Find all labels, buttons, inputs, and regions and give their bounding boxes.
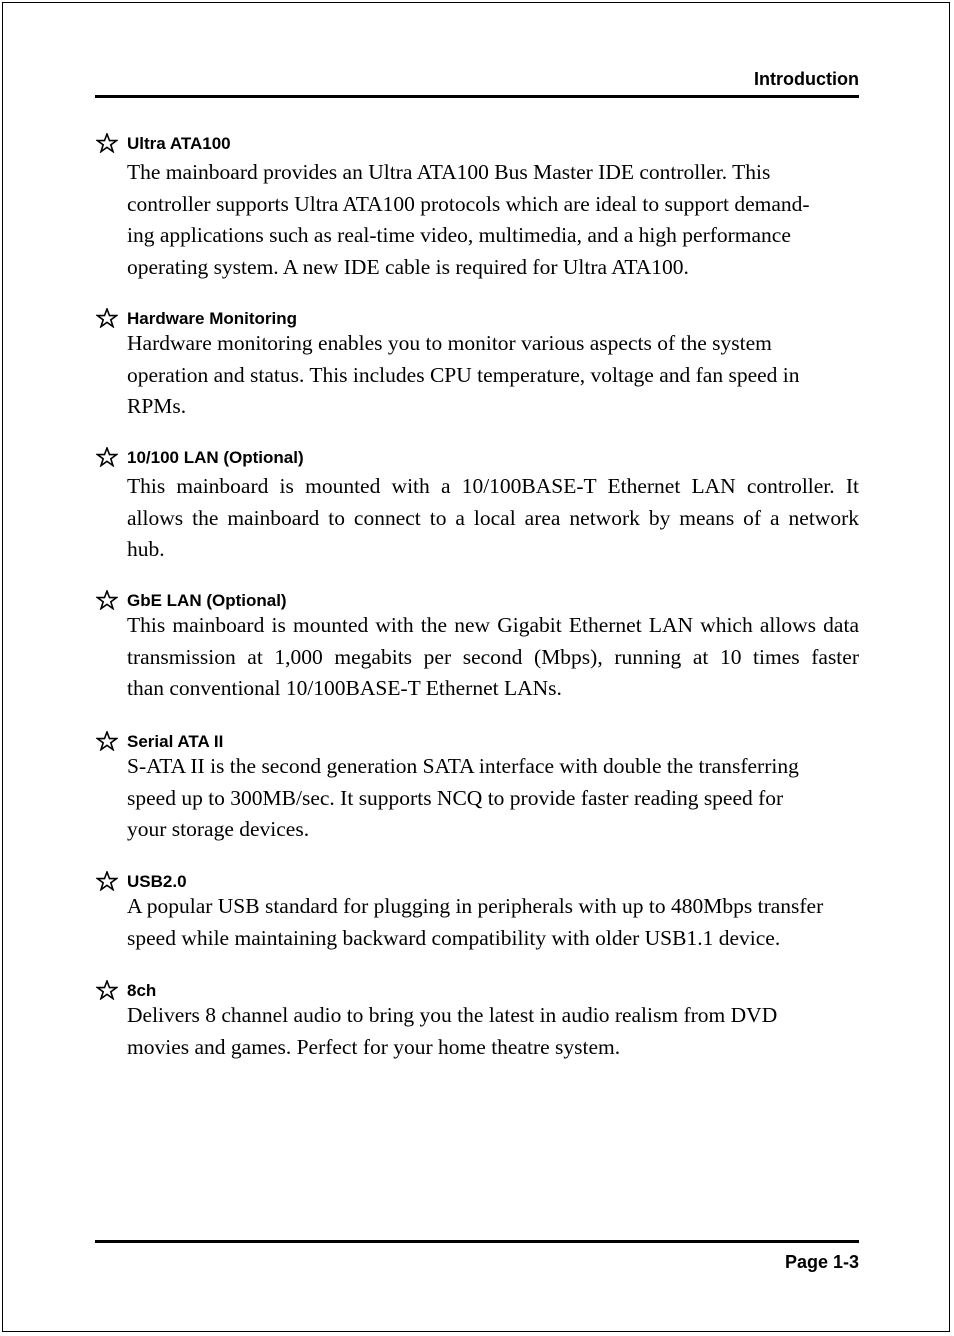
body-line: your storage devices. [127, 817, 310, 841]
header-rule [95, 95, 859, 98]
star-bullet-icon [96, 133, 118, 153]
section-body [127, 328, 859, 423]
feature-serial-ata-ii [96, 731, 860, 846]
body-line: movies and games. Perfect for your home theatre system. [127, 1034, 621, 1059]
star-bullet-icon [96, 980, 118, 1000]
section-body [127, 610, 859, 705]
section-title: Serial ATA II [127, 732, 224, 751]
section-title: 8ch [127, 981, 157, 1000]
section-title: Hardware Monitoring [127, 309, 298, 328]
body-line: Hardware monitoring enables you to monitor various aspects of the system [127, 331, 772, 355]
body-line: speed while maintaining backward compatibility with older USB1.1 device. [127, 925, 781, 950]
feature-ultra-ata100 [96, 133, 860, 283]
body-line: operation and status. This includes CPU temperature, voltage and fan speed in [127, 362, 800, 387]
section-title: GbE LAN (Optional) [127, 591, 287, 610]
body-line: operating system. A new IDE cable is required for Ultra ATA100. [127, 254, 689, 279]
section-body [127, 751, 859, 846]
section-body [127, 891, 859, 954]
star-bullet-icon [96, 871, 118, 891]
body-line: RPMs. [127, 394, 187, 418]
body-line: transmission at 1,000 megabits per second (Mbps), running at 10 times faster [127, 644, 859, 669]
body-line: speed up to 300MB/sec. It supports NCQ to provide faster reading speed for [127, 785, 784, 810]
section-title: Ultra ATA100 [127, 134, 231, 153]
feature-gbe-lan [96, 590, 860, 705]
section-body [127, 157, 859, 283]
body-line: A popular USB standard for plugging in peripherals with up to 480Mbps transfer [127, 894, 824, 918]
section-title: USB2.0 [127, 872, 187, 891]
body-line: Delivers 8 channel audio to bring you the latest in audio realism from DVD [127, 1003, 778, 1027]
feature-usb2 [96, 871, 860, 954]
feature-hardware-monitoring [96, 308, 860, 423]
body-line: allows the mainboard to connect to a local area network by means of a network [127, 505, 859, 530]
footer-rule [95, 1240, 859, 1243]
body-line: This mainboard is mounted with a 10/100BASE-T Ethernet LAN controller. It [127, 474, 859, 498]
section-title: 10/100 LAN (Optional) [127, 448, 304, 467]
star-bullet-icon [96, 731, 118, 751]
section-body [127, 471, 859, 566]
page-number: Page 1-3 [784, 1252, 859, 1272]
star-bullet-icon [96, 590, 118, 610]
body-line: S-ATA II is the second generation SATA interface with double the transferring [127, 754, 799, 778]
star-bullet-icon [96, 308, 118, 328]
star-bullet-icon [96, 447, 118, 467]
feature-8ch-audio [96, 980, 860, 1063]
feature-10-100-lan [96, 447, 860, 566]
body-line: than conventional 10/100BASE-T Ethernet LANs. [127, 676, 562, 700]
body-line: This mainboard is mounted with the new Gigabit Ethernet LAN which allows data [127, 613, 859, 637]
running-header: Introduction [754, 69, 859, 89]
body-line: The mainboard provides an Ultra ATA100 Bus Master IDE controller. This [127, 160, 771, 184]
body-line: ing applications such as real-time video, multimedia, and a high performance [127, 223, 791, 247]
body-line: controller supports Ultra ATA100 protocols which are ideal to support demand- [127, 191, 810, 216]
body-line: hub. [127, 537, 165, 561]
section-body [127, 1000, 859, 1063]
